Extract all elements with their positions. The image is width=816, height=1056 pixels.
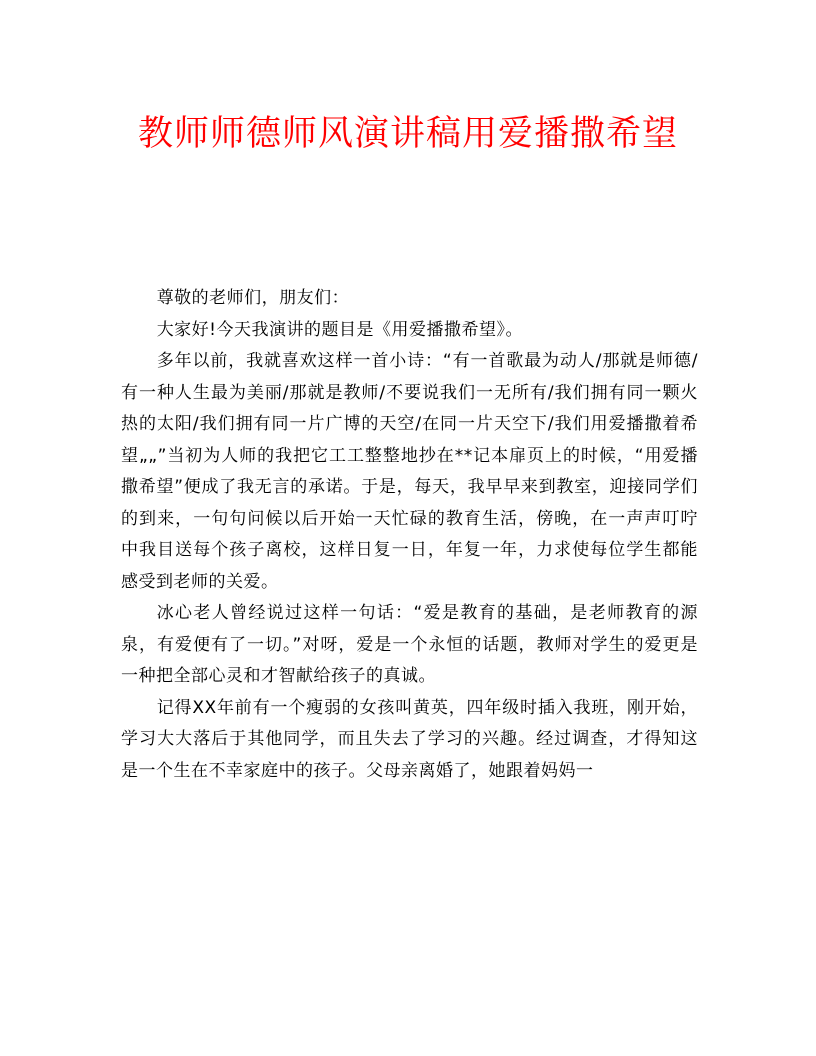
paragraph-bingxin-quote: 冰心老人曾经说过这样一句话：“爱是教育的基础，是老师教育的源泉，有爱便有了一切。”对呀，爱是一个永恒的话题，教师对学生的爱更是一种把全部心灵和才智献给孩子的真诚。 [121,603,698,686]
document-title: 教师师德师风演讲稿用爱播撒希望 [137,114,678,154]
document-body [121,283,698,787]
paragraph-greeting: 大家好!今天我演讲的题目是《用爱播撒希望》。 [156,319,524,340]
paragraph-huangying-story: 记得XX年前有一个瘦弱的女孩叫黄英，四年级时插入我班，刚开始，学习大大落后于其他同学，而且失去了学习的兴趣。经过调查，才得知这是一个生在不幸家庭中的孩子。父母亲离婚了，她跟着妈妈一 [121,697,698,781]
paragraph-salutation: 尊敬的老师们，朋友们： [156,288,350,308]
paragraph-poem: 多年以前，我就喜欢这样一首小诗：“有一首歌最为动人/那就是师德/有一种人生最为美丽/那就是教师/不要说我们一无所有/我们拥有同一颗火热的太阳/我们拥有同一片广博的天空/在同一片天空下/我们用爱播撒着希望„„”当初为人师的我把它工工整整地抄在**记本扉页上的时候，“用爱播撒希望”便成了我无言的承诺。于是，每天，我早早来到教室，迎接同学们的到来，一句句问候以后开始一天忙碌的教育生活，傍晚，在一声声叮咛中我目送每个孩子离校，这样日复一日，年复一年，力求使每位学生都能感受到老师的关爱。 [121,351,698,592]
